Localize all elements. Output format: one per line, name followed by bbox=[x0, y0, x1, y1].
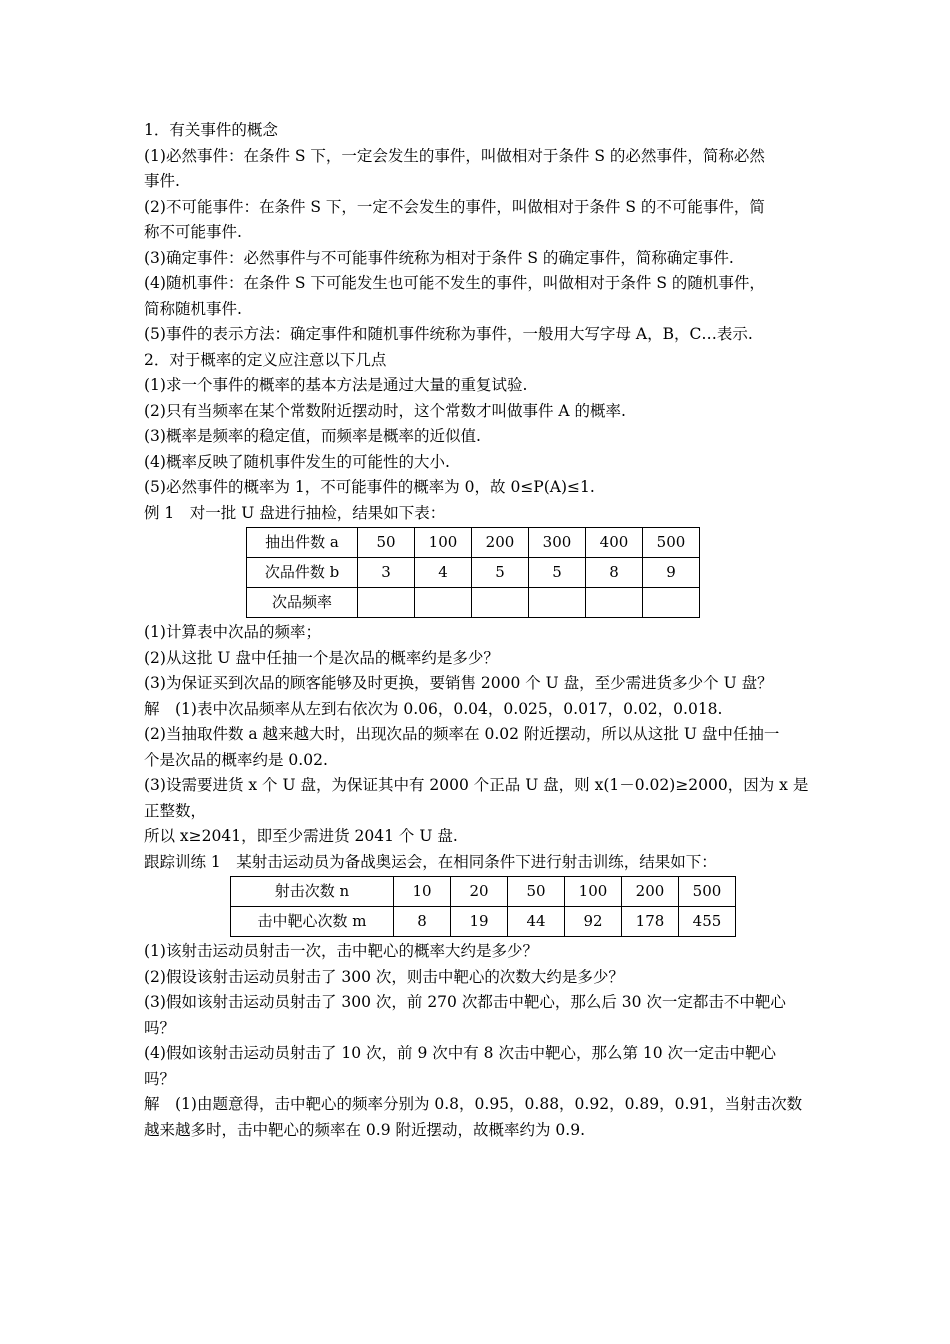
table-cell bbox=[586, 588, 643, 618]
table-row bbox=[247, 588, 700, 618]
table-cell: 44 bbox=[508, 907, 565, 937]
text-line: 事件. bbox=[144, 172, 180, 190]
table-row bbox=[231, 907, 736, 937]
table-cell: 8 bbox=[586, 558, 643, 588]
table-cell: 500 bbox=[679, 877, 736, 907]
row-header-cell: 次品频率 bbox=[247, 588, 358, 618]
table-cell: 10 bbox=[394, 877, 451, 907]
table-cell: 400 bbox=[586, 528, 643, 558]
table-cell: 100 bbox=[565, 877, 622, 907]
text-line: (3)概率是频率的稳定值，而频率是概率的近似值. bbox=[144, 427, 481, 445]
text-line: (1)求一个事件的概率的基本方法是通过大量的重复试验. bbox=[144, 376, 528, 394]
table-cell: 200 bbox=[622, 877, 679, 907]
section-exercise bbox=[144, 939, 812, 1143]
table-row bbox=[247, 528, 700, 558]
document-body bbox=[144, 118, 812, 1143]
text-line: (4)假如该射击运动员射击了 10 次，前 9 次中有 8 次击中靶心，那么第 10 次一定击中靶心 bbox=[144, 1044, 777, 1062]
section-concepts bbox=[144, 118, 812, 526]
table-cell: 19 bbox=[451, 907, 508, 937]
row-header-cell: 抽出件数 a bbox=[247, 528, 358, 558]
table-cell: 8 bbox=[394, 907, 451, 937]
row-header-cell: 击中靶心次数 m bbox=[231, 907, 394, 937]
text-line: 吗？ bbox=[144, 1018, 176, 1037]
section-example-solution bbox=[144, 620, 812, 875]
table-cell bbox=[472, 588, 529, 618]
text-line: (1)计算表中次品的频率； bbox=[144, 623, 321, 641]
text-line: (1)必然事件：在条件 S 下，一定会发生的事件，叫做相对于条件 S 的必然事件，简称必然 bbox=[144, 146, 765, 165]
table-cell: 200 bbox=[472, 528, 529, 558]
row-header-cell: 次品件数 b bbox=[247, 558, 358, 588]
text-line: (4)随机事件：在条件 S 下可能发生也可能不发生的事件，叫做相对于条件 S 的随机事件， bbox=[144, 274, 765, 292]
text-line: 1．有关事件的概念 bbox=[144, 121, 278, 139]
text-line: 吗？ bbox=[144, 1069, 176, 1088]
text-line: 正整数， bbox=[144, 801, 207, 820]
table-cell: 5 bbox=[529, 558, 586, 588]
text-line: 解 (1)由题意得，击中靶心的频率分别为 0.8，0.95，0.88，0.92，0.89，0.91，当射击次数 bbox=[144, 1095, 803, 1113]
usb-inspection-table bbox=[246, 527, 700, 618]
row-header-cell: 射击次数 n bbox=[231, 877, 394, 907]
table-cell bbox=[643, 588, 700, 618]
table-cell: 455 bbox=[679, 907, 736, 937]
table-cell: 3 bbox=[358, 558, 415, 588]
text-line: (1)该射击运动员射击一次，击中靶心的概率大约是多少？ bbox=[144, 942, 538, 960]
text-line: (2)不可能事件：在条件 S 下，一定不会发生的事件，叫做相对于条件 S 的不可能事件，简 bbox=[144, 197, 765, 216]
table-cell: 92 bbox=[565, 907, 622, 937]
text-line: (5)事件的表示方法：确定事件和随机事件统称为事件，一般用大写字母 A，B，C…表示. bbox=[144, 325, 753, 343]
text-line: 称不可能事件. bbox=[144, 223, 242, 241]
text-line: (2)只有当频率在某个常数附近摆动时，这个常数才叫做事件 A 的概率. bbox=[144, 401, 626, 420]
table-cell: 4 bbox=[415, 558, 472, 588]
table-cell: 50 bbox=[508, 877, 565, 907]
text-line: (5)必然事件的概率为 1，不可能事件的概率为 0，故 0≤P(A)≤1. bbox=[144, 478, 595, 496]
table-cell: 300 bbox=[529, 528, 586, 558]
text-line: (3)假如该射击运动员射击了 300 次，前 270 次都击中靶心，那么后 30 次一定都击不中靶心 bbox=[144, 993, 786, 1011]
text-line: 所以 x≥2041，即至少需进货 2041 个 U 盘. bbox=[144, 827, 458, 845]
table-cell: 100 bbox=[415, 528, 472, 558]
text-line: (2)当抽取件数 a 越来越大时，出现次品的频率在 0.02 附近摆动，所以从这批 U 盘中任抽一 bbox=[144, 725, 780, 743]
text-line: 跟踪训练 1 某射击运动员为备战奥运会，在相同条件下进行射击训练，结果如下： bbox=[144, 852, 717, 871]
table-cell: 50 bbox=[358, 528, 415, 558]
table-cell: 5 bbox=[472, 558, 529, 588]
table-cell: 500 bbox=[643, 528, 700, 558]
table-cell: 9 bbox=[643, 558, 700, 588]
shooting-training-table bbox=[230, 876, 736, 937]
text-line: 解 (1)表中次品频率从左到右依次为 0.06，0.04，0.025，0.017，0.02，0.018. bbox=[144, 699, 723, 718]
table-cell: 20 bbox=[451, 877, 508, 907]
table-cell bbox=[358, 588, 415, 618]
text-line: 个是次品的概率约是 0.02. bbox=[144, 750, 328, 769]
text-line: (4)概率反映了随机事件发生的可能性的大小. bbox=[144, 452, 450, 471]
table-row bbox=[247, 558, 700, 588]
text-line: 例 1 对一批 U 盘进行抽检，结果如下表： bbox=[144, 503, 446, 522]
table-row bbox=[231, 877, 736, 907]
text-line: (2)假设该射击运动员射击了 300 次，则击中靶心的次数大约是多少？ bbox=[144, 967, 624, 986]
text-line: (2)从这批 U 盘中任抽一个是次品的概率约是多少？ bbox=[144, 648, 499, 667]
text-line: 2．对于概率的定义应注意以下几点 bbox=[144, 350, 387, 369]
table-cell bbox=[529, 588, 586, 618]
text-line: (3)确定事件：必然事件与不可能事件统称为相对于条件 S 的确定事件，简称确定事件. bbox=[144, 248, 734, 267]
text-line: (3)为保证买到次品的顾客能够及时更换，要销售 2000 个 U 盘，至少需进货多少个 U 盘？ bbox=[144, 674, 773, 692]
text-line: (3)设需要进货 x 个 U 盘，为保证其中有 2000 个正品 U 盘，则 x(1－0.02)≥2000，因为 x 是 bbox=[144, 776, 809, 794]
text-line: 简称随机事件. bbox=[144, 299, 242, 318]
table-cell bbox=[415, 588, 472, 618]
table-cell: 178 bbox=[622, 907, 679, 937]
text-line: 越来越多时，击中靶心的频率在 0.9 附近摆动，故概率约为 0.9. bbox=[144, 1120, 586, 1139]
